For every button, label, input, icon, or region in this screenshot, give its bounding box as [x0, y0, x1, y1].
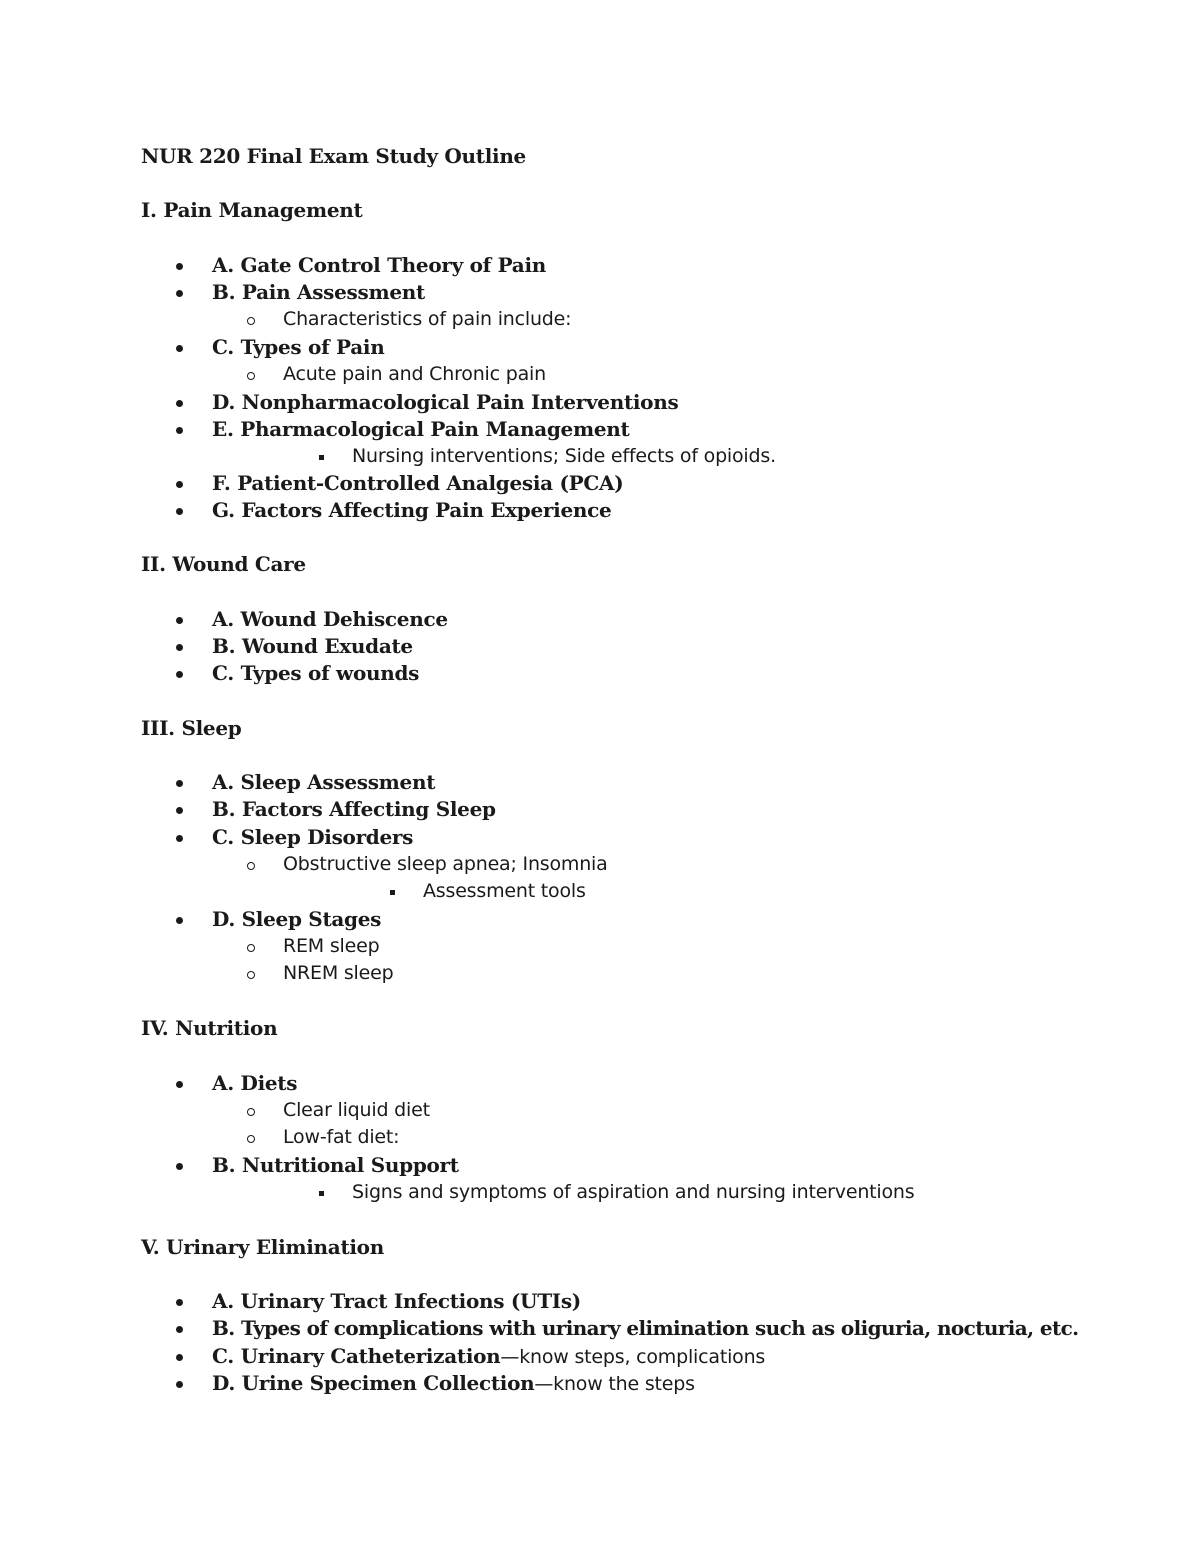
list-item: F. Patient-Controlled Analgesia (PCA)	[212, 471, 624, 495]
sub-item: REM sleep	[283, 935, 380, 957]
bullet-icon	[176, 416, 183, 443]
sub-item: Low-fat diet:	[283, 1126, 400, 1148]
bullet-icon	[176, 1070, 183, 1097]
list-item	[212, 1343, 765, 1370]
list-item: C. Sleep Disorders	[212, 825, 414, 849]
list-item: C. Types of wounds	[212, 661, 420, 685]
bullet-icon	[176, 633, 183, 660]
bullet-icon	[176, 279, 183, 306]
list-item-label: D. Urine Specimen Collection	[212, 1371, 535, 1395]
bullet-icon	[176, 1152, 183, 1179]
list-item-note: —know the steps	[534, 1373, 695, 1395]
list-item: B. Factors Affecting Sleep	[212, 797, 496, 821]
bullet-icon	[176, 796, 183, 823]
list-item: D. Nonpharmacological Pain Interventions	[212, 390, 679, 414]
list-item: C. Types of Pain	[212, 335, 385, 359]
sub-item: Obstructive sleep apnea; Insomnia	[283, 853, 608, 875]
list-item	[212, 1370, 695, 1397]
list-item: B. Pain Assessment	[212, 280, 425, 304]
bullet-icon	[176, 1315, 183, 1342]
bullet-icon	[176, 660, 183, 687]
circle-bullet-icon	[247, 361, 255, 388]
bullet-icon	[176, 824, 183, 851]
list-item: E. Pharmacological Pain Management	[212, 417, 630, 441]
sub-item: Characteristics of pain include:	[283, 308, 572, 330]
section-heading: I. Pain Management	[141, 198, 363, 222]
circle-bullet-icon	[247, 306, 255, 333]
bullet-icon	[176, 1288, 183, 1315]
bullet-icon	[176, 334, 183, 361]
bullet-icon	[176, 1343, 183, 1370]
list-item: B. Wound Exudate	[212, 634, 413, 658]
bullet-icon	[176, 389, 183, 416]
document-title: NUR 220 Final Exam Study Outline	[141, 144, 526, 168]
list-item-note: —know steps, complications	[500, 1346, 766, 1368]
bullet-icon	[176, 906, 183, 933]
section-heading: IV. Nutrition	[141, 1016, 278, 1040]
list-item: D. Sleep Stages	[212, 907, 382, 931]
sub-item: Acute pain and Chronic pain	[283, 363, 546, 385]
sub-sub-item: Nursing interventions; Side effects of opioids.	[352, 445, 776, 467]
list-item: A. Gate Control Theory of Pain	[212, 253, 546, 277]
section-heading: V. Urinary Elimination	[141, 1235, 384, 1259]
section-heading: II. Wound Care	[141, 552, 306, 576]
list-item-label: C. Urinary Catheterization	[212, 1344, 501, 1368]
list-item: B. Types of complications with urinary elimination such as oliguria, nocturia, etc.	[212, 1316, 1079, 1340]
bullet-icon	[176, 470, 183, 497]
list-item: G. Factors Affecting Pain Experience	[212, 498, 612, 522]
sub-item: NREM sleep	[283, 962, 394, 984]
sub-sub-item: Signs and symptoms of aspiration and nursing interventions	[352, 1181, 915, 1203]
sub-sub-item: Assessment tools	[423, 880, 586, 902]
bullet-icon	[176, 1370, 183, 1397]
square-bullet-icon	[390, 878, 395, 905]
square-bullet-icon	[319, 1179, 324, 1206]
circle-bullet-icon	[247, 851, 255, 878]
bullet-icon	[176, 252, 183, 279]
bullet-icon	[176, 606, 183, 633]
bullet-icon	[176, 769, 183, 796]
list-item: B. Nutritional Support	[212, 1153, 459, 1177]
bullet-icon	[176, 497, 183, 524]
circle-bullet-icon	[247, 933, 255, 960]
sub-item: Clear liquid diet	[283, 1099, 430, 1121]
list-item: A. Urinary Tract Infections (UTIs)	[212, 1289, 581, 1313]
circle-bullet-icon	[247, 1097, 255, 1124]
circle-bullet-icon	[247, 960, 255, 987]
section-heading: III. Sleep	[141, 716, 242, 740]
list-item: A. Diets	[212, 1071, 298, 1095]
circle-bullet-icon	[247, 1124, 255, 1151]
list-item: A. Sleep Assessment	[212, 770, 436, 794]
list-item: A. Wound Dehiscence	[212, 607, 448, 631]
square-bullet-icon	[319, 443, 324, 470]
